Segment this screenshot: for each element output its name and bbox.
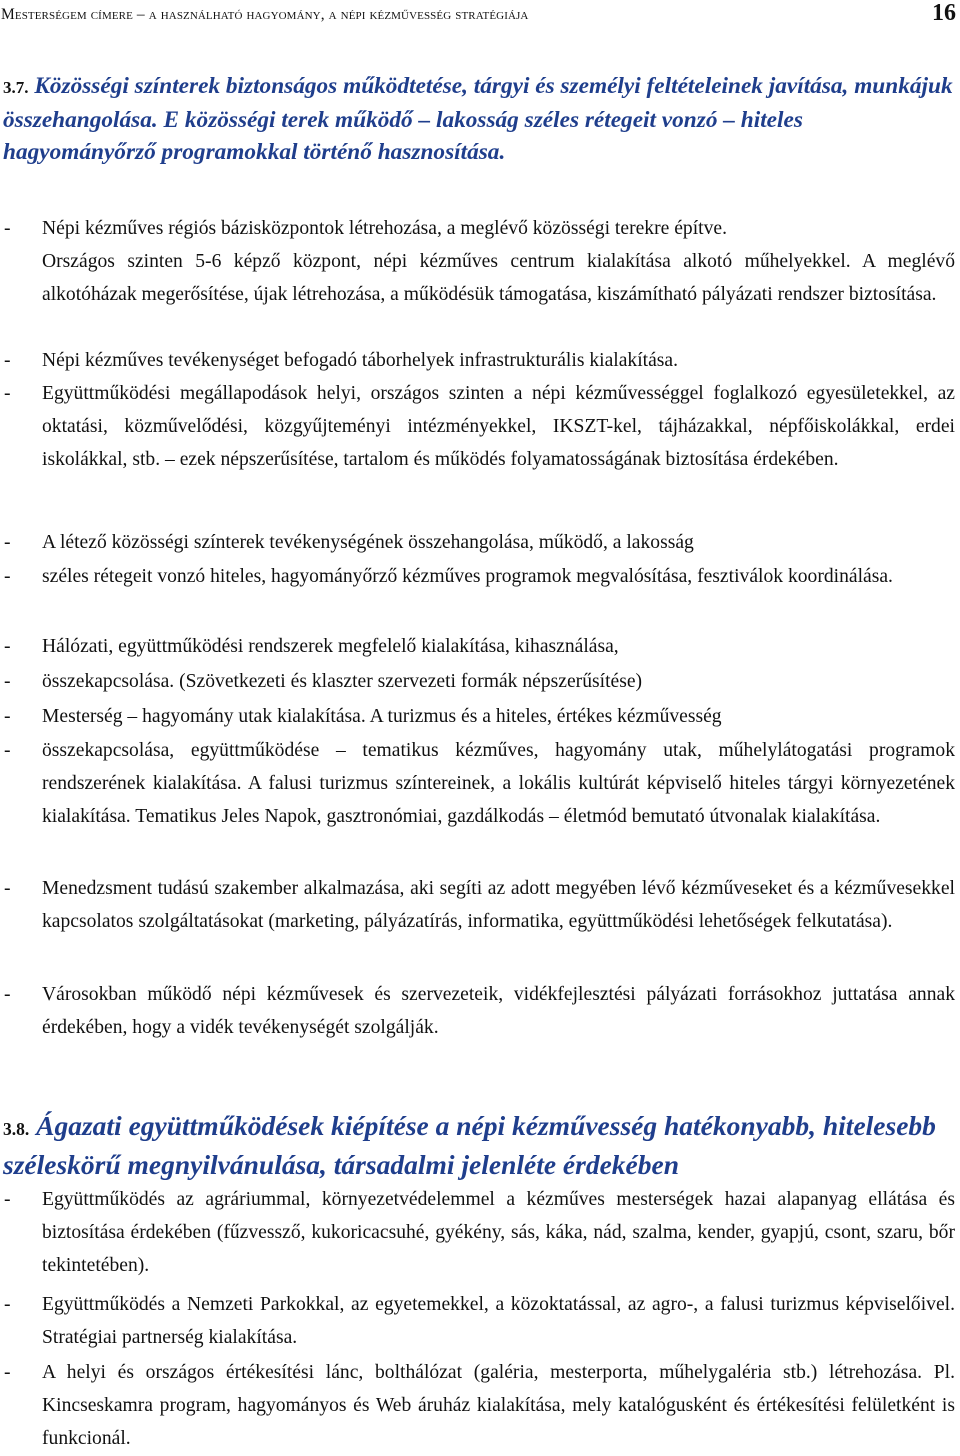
list-item-text: Együttműködés a Nemzeti Parkokkal, az egyetemekkel, a közoktatással, az agro-, a falusi turizmus képviselőivel. Stratégiai partnerség kialakítása.: [42, 1294, 955, 1348]
list-item: [0, 630, 955, 663]
page-number: 16: [932, 0, 956, 26]
list-item-text: Népi kézműves tevékenységet befogadó táborhelyek infrastrukturális kialakítása.: [42, 350, 679, 371]
list-item-text: Menedzsment tudású szakember alkalmazása, aki segíti az adott megyében lévő kézműveseket és a kézművesekkel kapcsolatos szolgáltatásokat (marketing, pályázatírás, informatika, együttműködési lehetőségek felkutatása).: [42, 878, 955, 932]
page-header: [0, 0, 960, 34]
list-item: [0, 872, 955, 938]
list-dash: -: [4, 1294, 11, 1315]
list-item: [0, 1288, 955, 1354]
list-item: [0, 560, 955, 593]
list-item: [0, 978, 955, 1044]
list-dash: -: [4, 532, 11, 553]
list-item-text: széles rétegeit vonzó hiteles, hagyományőrző kézműves programok megvalósítása, fesztiválok koordinálása.: [42, 566, 893, 587]
section-title: Ágazati együttműködések kiépítése a népi kézművesség hatékonyabb, hitelesebb széleskörű megnyilvánulása, társadalmi jelenléte érdekében: [3, 1110, 936, 1180]
paragraph: Országos szinten 5-6 képző központ, népi kézműves centrum kialakítása alkotó műhelyekkel. A meglévő alkotóházak megerősítése, újak létrehozása, a működésük támogatása, kiszámítható pályázati rendszer biztosítása.: [42, 251, 955, 305]
list-dash: -: [4, 740, 11, 761]
list-dash: -: [4, 671, 11, 692]
list-item: [0, 1356, 955, 1455]
list-item-text: Mesterség – hagyomány utak kialakítása. A turizmus és a hiteles, értékes kézművesség: [42, 706, 722, 727]
list-item: [0, 1183, 955, 1282]
list-item: [0, 665, 955, 698]
list-item: [0, 212, 955, 245]
list-dash: -: [4, 383, 11, 404]
list-dash: -: [4, 566, 11, 587]
list-item-text: összekapcsolása, együttműködése – tematikus kézműves, hagyomány utak, műhelylátogatási programok rendszerének kialakítása. A falusi turizmus színtereinek, a lokális kultúrát képviselő hiteles tárgyi környezetének kialakítása. Tematikus Jeles Napok, gasztronómiai, gazdálkodás – életmód bemutató útvonalak kialakítása.: [42, 740, 955, 827]
list-dash: -: [4, 636, 11, 657]
section-number: 3.8.: [3, 1119, 30, 1139]
list-item-text: Népi kézműves régiós bázisközpontok létrehozása, a meglévő közösségi terekre építve.: [42, 218, 727, 239]
list-dash: -: [4, 218, 11, 239]
list-item-text: Együttműködési megállapodások helyi, országos szinten a népi kézművességgel foglalkozó egyesületekkel, az oktatási, közművelődési, közgyűjteményi intézményekkel, IKSZT-kel, tájházakkal, népfőiskolákkal, erdei iskolákkal, stb. – ezek népszerűsítése, tartalom és működés folyamatosságának biztosítása érdekében.: [42, 383, 955, 470]
list-item-text: A helyi és országos értékesítési lánc, bolthálózat (galéria, mesterporta, műhelygaléria stb.) létrehozása. Pl. Kincseskamra program, hagyományos és Web áruház kialakítása, mely katalógusként és értékesítési felületként is funkcionál.: [42, 1362, 955, 1449]
list-dash: -: [4, 706, 11, 727]
list-dash: -: [4, 350, 11, 371]
list-item: [0, 377, 955, 476]
running-header-title: Mesterségem címere – a használható hagyomány, a népi kézművesség stratégiája: [1, 6, 529, 23]
list-item-text: Együttműködés az agráriummal, környezetvédelemmel a kézműves mesterségek hazai alapanyag ellátása és biztosítása érdekében (fűzvessző, kukoricacsuhé, gyékény, sás, káka, nád, szalma, kender, gyapjú, csont, szaru, bőr tekintetében).: [42, 1189, 955, 1276]
list-item: [0, 734, 955, 833]
section-number: 3.7.: [3, 78, 29, 97]
section-heading-3-7: [3, 70, 953, 168]
list-dash: -: [4, 984, 11, 1005]
list-dash: -: [4, 1189, 11, 1210]
list-item: [0, 700, 955, 733]
list-item-text: A létező közösségi színterek tevékenységének összehangolása, működő, a lakosság: [42, 532, 694, 553]
list-item: [0, 344, 955, 377]
section-heading-3-8: [3, 1108, 953, 1183]
list-item-text: Hálózati, együttműködési rendszerek megfelelő kialakítása, kihasználása,: [42, 636, 619, 657]
section-title: Közösségi színterek biztonságos működtetése, tárgyi és személyi feltételeinek javítása, munkájuk összehangolása. E közösségi terek működő – lakosság széles rétegeit vonzó – hiteles hagyományőrző programokkal történő hasznosítása.: [3, 73, 953, 165]
list-dash: -: [4, 878, 11, 899]
list-item-text: Városokban működő népi kézművesek és szervezeteik, vidékfejlesztési pályázati forrásokhoz juttatása annak érdekében, hogy a vidék tevékenységét szolgálják.: [42, 984, 955, 1038]
list-item: [0, 526, 955, 559]
list-dash: -: [4, 1362, 11, 1383]
list-item-text: összekapcsolása. (Szövetkezeti és klaszter szervezeti formák népszerűsítése): [42, 671, 643, 692]
